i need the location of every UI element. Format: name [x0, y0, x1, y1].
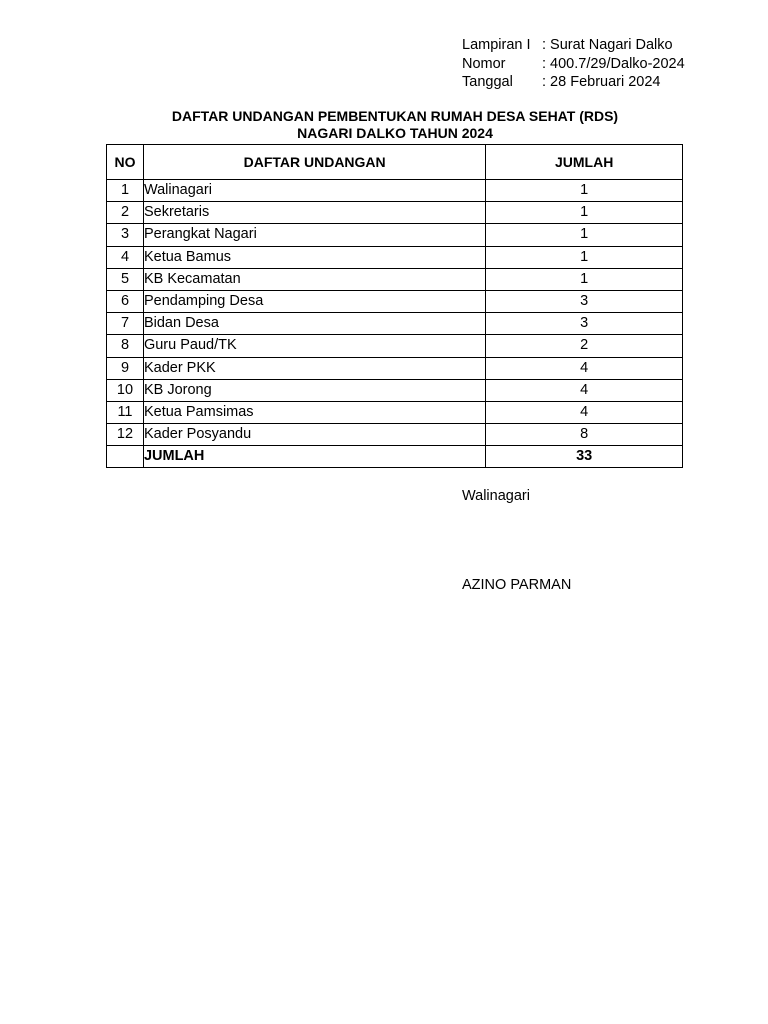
row-name: KB Jorong	[143, 379, 485, 401]
row-no: 8	[107, 335, 144, 357]
meta-value: : Surat Nagari Dalko	[542, 37, 673, 53]
table-row	[107, 401, 683, 423]
header-name: DAFTAR UNDANGAN	[143, 145, 485, 180]
row-no: 10	[107, 379, 144, 401]
title-line-2: NAGARI DALKO TAHUN 2024	[297, 125, 493, 141]
letter-meta	[462, 36, 685, 92]
row-name: Bidan Desa	[143, 313, 485, 335]
table-total-row	[107, 446, 683, 468]
row-qty: 3	[486, 313, 683, 335]
table-row	[107, 424, 683, 446]
meta-label: Tanggal	[462, 74, 513, 90]
meta-value: : 28 Februari 2024	[542, 74, 661, 90]
table-header-row	[107, 145, 683, 180]
table-row	[107, 202, 683, 224]
row-qty: 1	[486, 268, 683, 290]
row-name: Kader Posyandu	[143, 424, 485, 446]
row-qty: 2	[486, 335, 683, 357]
row-qty: 3	[486, 290, 683, 312]
header-no: NO	[107, 145, 144, 180]
row-qty: 8	[486, 424, 683, 446]
table-row	[107, 357, 683, 379]
row-name: Ketua Pamsimas	[143, 401, 485, 423]
row-qty: 4	[486, 379, 683, 401]
table-row	[107, 290, 683, 312]
meta-label: Nomor	[462, 55, 506, 72]
meta-row-tanggal	[462, 73, 685, 92]
row-name: Pendamping Desa	[143, 290, 485, 312]
signature-name: AZINO PARMAN	[462, 577, 572, 593]
row-no: 2	[107, 202, 144, 224]
row-no: 1	[107, 180, 144, 202]
table-row	[107, 313, 683, 335]
row-name: KB Kecamatan	[143, 268, 485, 290]
meta-label: Lampiran I	[462, 37, 531, 53]
row-name: Walinagari	[143, 180, 485, 202]
row-name: Guru Paud/TK	[143, 335, 485, 357]
total-value: 33	[486, 446, 683, 468]
row-name: Perangkat Nagari	[143, 224, 485, 246]
row-name: Sekretaris	[143, 202, 485, 224]
header-qty: JUMLAH	[486, 145, 683, 180]
row-no: 9	[107, 357, 144, 379]
row-no: 3	[107, 224, 144, 246]
meta-row-nomor	[462, 55, 685, 74]
row-no: 12	[107, 424, 144, 446]
table-row	[107, 246, 683, 268]
total-no-cell	[107, 446, 144, 468]
title-line-1: DAFTAR UNDANGAN PEMBENTUKAN RUMAH DESA SEHAT (RDS)	[171, 108, 619, 124]
meta-value: : 400.7/29/Dalko-2024	[542, 55, 685, 72]
row-no: 6	[107, 290, 144, 312]
row-no: 7	[107, 313, 144, 335]
row-qty: 1	[486, 202, 683, 224]
row-qty: 1	[486, 180, 683, 202]
document-title	[107, 108, 683, 142]
table-row	[107, 379, 683, 401]
row-qty: 4	[486, 357, 683, 379]
invitation-table	[106, 144, 683, 468]
table-row	[107, 180, 683, 202]
table-row	[107, 335, 683, 357]
row-qty: 1	[486, 224, 683, 246]
row-qty: 1	[486, 246, 683, 268]
table-row	[107, 224, 683, 246]
row-no: 11	[107, 401, 144, 423]
meta-row-lampiran	[462, 36, 685, 55]
row-qty: 4	[486, 401, 683, 423]
row-name: Ketua Bamus	[143, 246, 485, 268]
signature-title: Walinagari	[462, 488, 530, 504]
table-row	[107, 268, 683, 290]
row-name: Kader PKK	[143, 357, 485, 379]
row-no: 5	[107, 268, 144, 290]
row-no: 4	[107, 246, 144, 268]
total-label: JUMLAH	[143, 446, 485, 468]
